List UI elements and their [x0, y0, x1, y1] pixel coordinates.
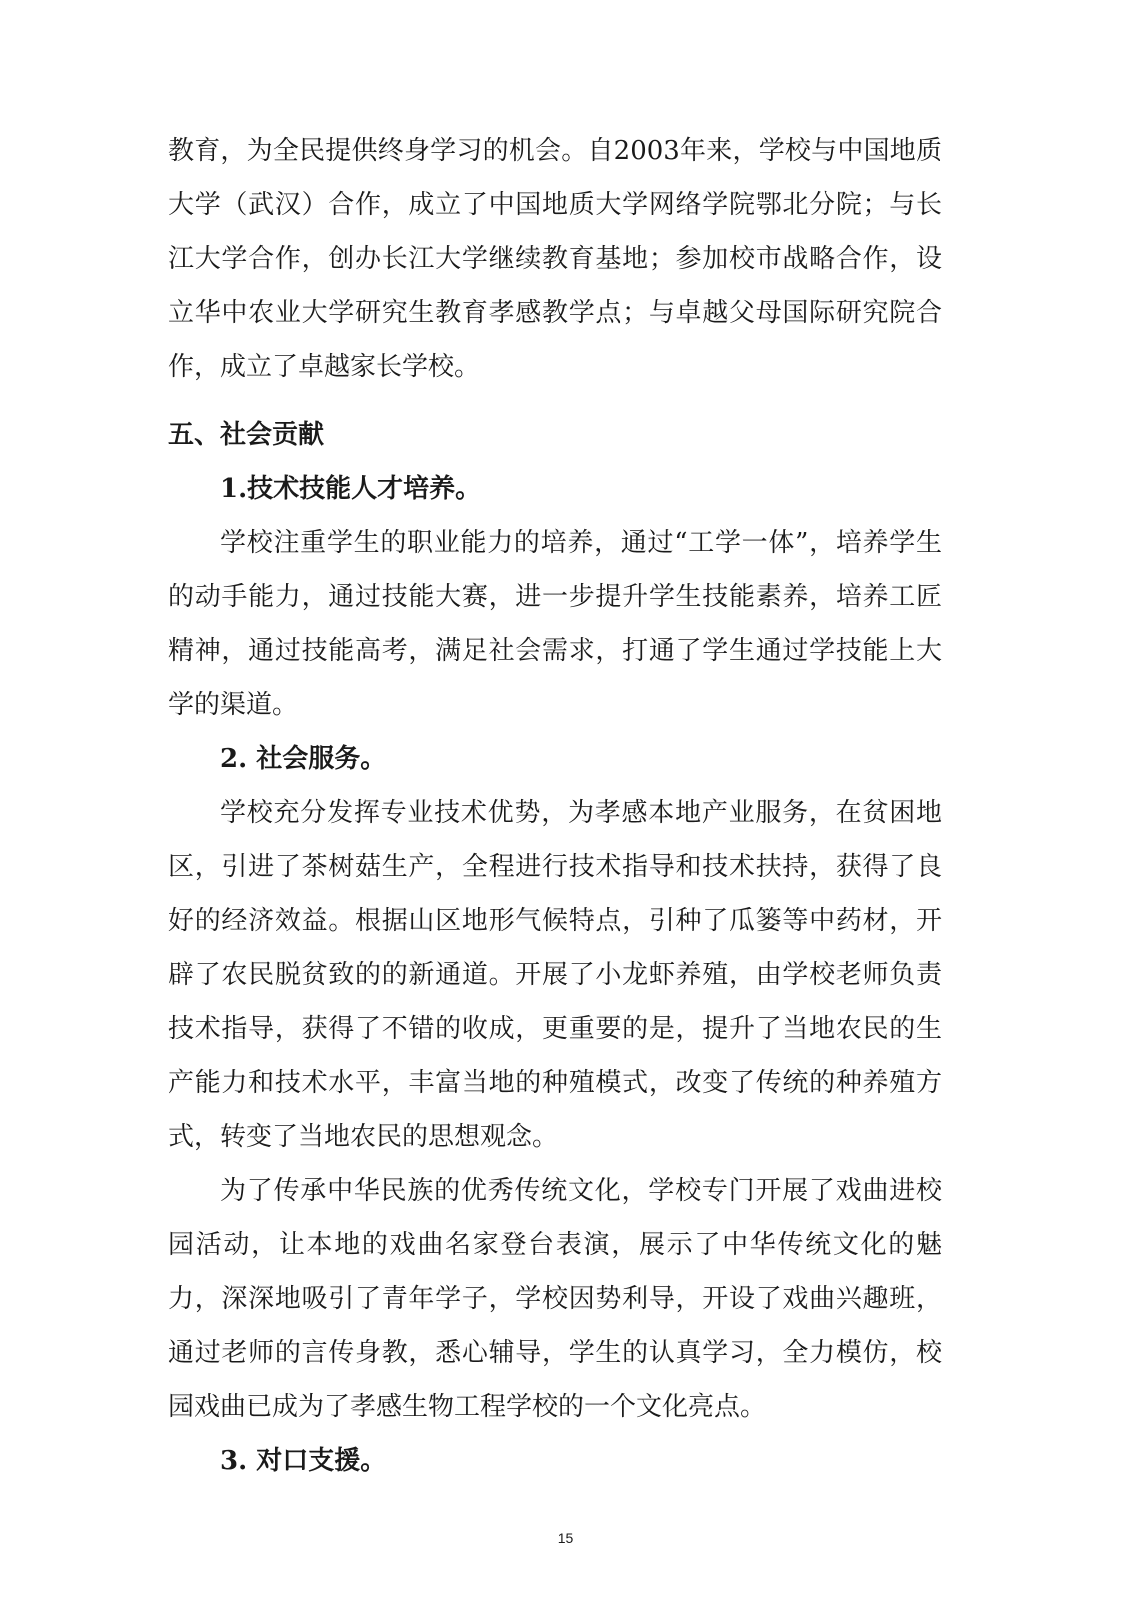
subsection-2-paragraph-1: 学校充分发挥专业技术优势，为孝感本地产业服务，在贫困地区，引进了茶树菇生产，全程进行技术指导和技术扶持，获得了良好的经济效益。根据山区地形气候特点，引种了瓜篓等中药材，开辟了农民脱贫致的的新通道。开展了小龙虾养殖，由学校老师负责技术指导，获得了不错的收成，更重要的是，提升了当地农民的生产能力和技术水平，丰富当地的种殖模式，改变了传统的种养殖方式，转变了当地农民的思想观念。	[168, 798, 942, 1152]
continued-paragraph: 教育，为全民提供终身学习的机会。自2003年来，学校与中国地质大学（武汉）合作，成立了中国地质大学网络学院鄂北分院；与长江大学合作，创办长江大学继续教育基地；参加校市战略合作，设立华中农业大学研究生教育孝感教学点；与卓越父母国际研究院合作，成立了卓越家长学校。	[168, 136, 942, 382]
subsection-heading-2: 2. 社会服务。	[220, 744, 387, 774]
subsection-heading-1: 1.技术技能人才培养。	[220, 474, 482, 504]
section-heading: 五、社会贡献	[168, 420, 325, 450]
subsection-heading-3: 3. 对口支援。	[220, 1446, 387, 1476]
subsection-2-paragraph-2: 为了传承中华民族的优秀传统文化，学校专门开展了戏曲进校园活动，让本地的戏曲名家登台表演，展示了中华传统文化的魅力，深深地吸引了青年学子，学校因势利导，开设了戏曲兴趣班，通过老师的言传身教，悉心辅导，学生的认真学习，全力模仿，校园戏曲已成为了孝感生物工程学校的一个文化亮点。	[168, 1176, 942, 1422]
subsection-1-paragraph: 学校注重学生的职业能力的培养，通过“工学一体”，培养学生的动手能力，通过技能大赛，进一步提升学生技能素养，培养工匠精神，通过技能高考，满足社会需求，打通了学生通过学技能上大学的渠道。	[168, 528, 942, 720]
page-number: 15	[557, 1530, 574, 1546]
page-body	[168, 124, 942, 1488]
